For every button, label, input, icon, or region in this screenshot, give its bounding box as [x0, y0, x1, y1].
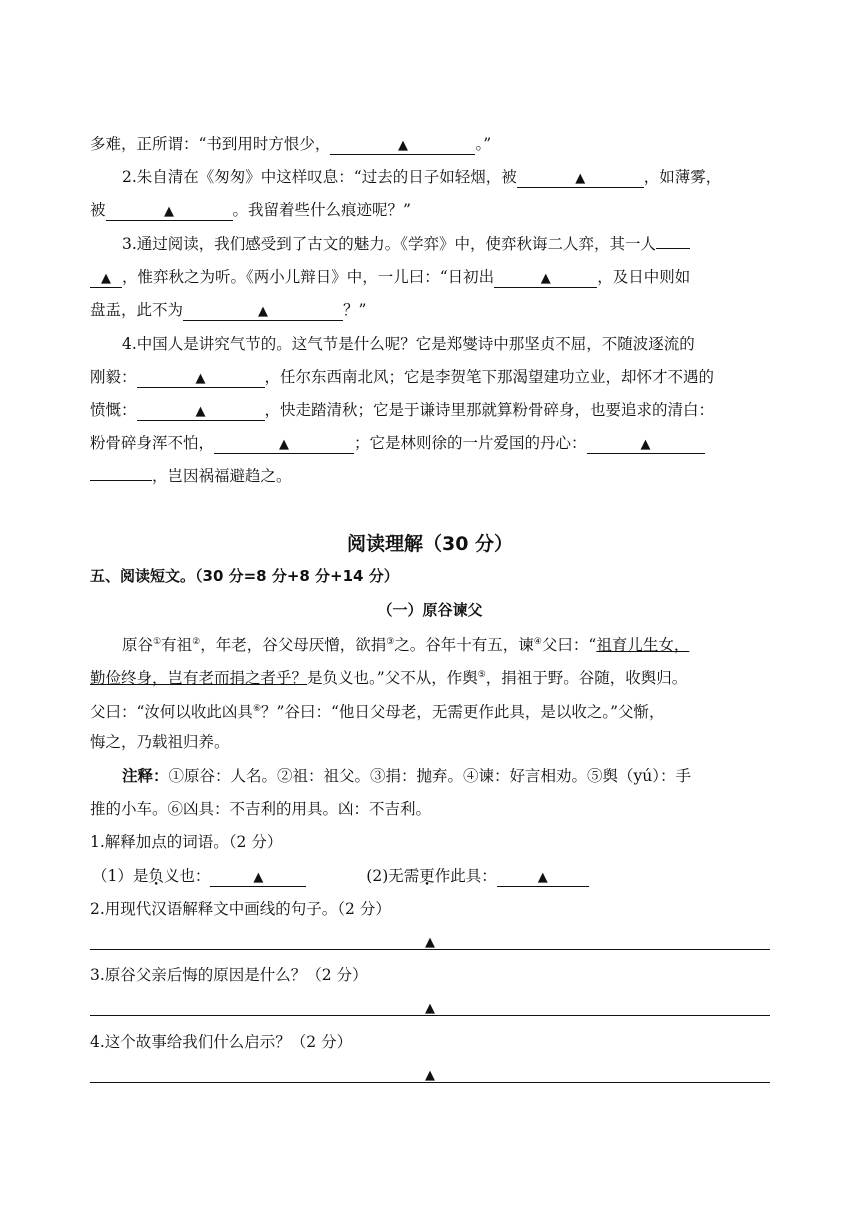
- footnote-mark: ⑥: [252, 704, 262, 714]
- answer-blank[interactable]: ▲: [137, 369, 265, 388]
- question-2: 2.用现代汉语解释文中画线的句子。（2 分）: [90, 900, 391, 918]
- poem-line-1: [90, 134, 770, 155]
- answer-blank[interactable]: ▲: [494, 269, 597, 288]
- answer-blank[interactable]: ▲: [90, 269, 122, 288]
- q2-line-2: [90, 200, 770, 221]
- footnote-mark: ③: [386, 637, 395, 647]
- answer-blank[interactable]: [656, 248, 690, 249]
- text: ，捐祖于野。谷随，收舆归。: [485, 669, 688, 688]
- passage-line-2: [90, 665, 770, 688]
- notes-line-1: [122, 766, 770, 786]
- text: ，惟弈秋之为听。《两小儿辩日》中，一儿曰：“日初出: [122, 268, 495, 286]
- answer-blank[interactable]: ▲: [210, 868, 306, 887]
- answer-blank[interactable]: ▲: [106, 202, 233, 221]
- passage-line-4: 悔之，乃载祖归养。: [90, 733, 230, 751]
- notes-line-2: 推的小车。⑥凶具：不吉利的用具。凶：不吉利。: [90, 800, 432, 818]
- text: 刚毅：: [90, 368, 137, 386]
- answer-blank[interactable]: ▲: [330, 136, 475, 155]
- notes-label: 注释：: [122, 767, 169, 785]
- question-3: 3.原谷父亲后悔的原因是什么？（2 分）: [90, 966, 368, 984]
- text: 愤慨：: [90, 401, 137, 419]
- text: 义也：: [163, 867, 211, 885]
- text: 粉骨碎身浑不怕，: [90, 434, 215, 452]
- text: 之。谷年十有五，谏: [394, 636, 534, 655]
- q4-line-1: [122, 334, 770, 354]
- text: 。我留着些什么痕迹呢？”: [232, 201, 411, 219]
- answer-blank[interactable]: ▲: [183, 302, 343, 321]
- text: 3.通过阅读，我们感受到了古文的魅力。《学弈》中，使弈秋诲二人弈，其一人: [122, 235, 657, 253]
- question-1-parts: [92, 866, 772, 887]
- text: 被: [90, 201, 106, 219]
- q2-line-1: [122, 167, 770, 188]
- text: ，及日中则如: [597, 268, 691, 286]
- q3-line-2: [90, 267, 770, 288]
- answer-line-4[interactable]: ▲: [90, 1062, 770, 1083]
- q3-line-1: [122, 234, 770, 254]
- footnote-mark: ①: [153, 637, 162, 647]
- dotted-word: 负: [148, 867, 164, 885]
- answer-line-3[interactable]: ▲: [90, 995, 770, 1016]
- text: 多难，正所谓：“书到用时方恨少，: [90, 135, 331, 153]
- text: 作此具：: [434, 867, 497, 885]
- text: 2.朱自清在《匆匆》中这样叹息：“过去的日子如轻烟，被: [122, 168, 517, 186]
- answer-line-2[interactable]: ▲: [90, 929, 770, 950]
- q4-line-3: [90, 400, 770, 421]
- text: 有祖: [161, 636, 193, 655]
- passage-line-3: [90, 699, 770, 722]
- text: (2)无需: [366, 867, 420, 885]
- text: ？”谷曰：“他日父母老，无需更作此具，是以收之。”父惭，: [261, 703, 665, 722]
- text: ；它是林则徐的一片爱国的丹心：: [354, 434, 587, 452]
- section-heading: 五、阅读短文。（30 分=8 分+8 分+14 分）: [90, 567, 399, 585]
- q4-line-4: [90, 433, 770, 454]
- answer-blank[interactable]: ▲: [497, 868, 589, 887]
- text: 是负义也。”父不从，作舆: [307, 669, 478, 688]
- text: 。”: [475, 135, 492, 153]
- text: 原谷: [122, 636, 154, 655]
- answer-blank[interactable]: [90, 480, 152, 481]
- text: 父曰：“: [541, 636, 597, 655]
- q4-line-2: [90, 367, 770, 388]
- answer-blank[interactable]: ▲: [517, 169, 644, 188]
- passage-title: （一）原谷谏父: [377, 601, 483, 619]
- text: ，岂因祸福避趋之。: [152, 467, 292, 485]
- question-1: 1.解释加点的词语。（2 分）: [90, 833, 283, 851]
- underlined-sentence: 勤俭终身，岂有老而捐之者乎？: [90, 669, 308, 688]
- text: 父曰：“汝何以收此凶具: [90, 703, 253, 722]
- dotted-word: 更: [419, 867, 435, 885]
- text: ①原谷：人名。②祖：祖父。③捐：抛弃。④谏：好言相劝。⑤舆（yú）：手: [168, 767, 692, 785]
- footnote-mark: ④: [533, 637, 542, 647]
- answer-blank[interactable]: ▲: [587, 435, 705, 454]
- text: ，快走踏清秋；它是于谦诗里那就算粉骨碎身，也要追求的清白：: [264, 401, 715, 419]
- q4-line-5: [90, 466, 770, 486]
- footnote-mark: ⑤: [477, 670, 486, 680]
- text: ，如薄雾，: [643, 168, 722, 186]
- text: ，年老，谷父母厌憎，欲捐: [200, 636, 387, 655]
- question-4: 4.这个故事给我们什么启示？（2 分）: [90, 1033, 353, 1051]
- text: ，任尔东西南北风；它是李贺笔下那渴望建功立业，却怀才不遇的: [264, 368, 715, 386]
- text: 4.中国人是讲究气节的。这气节是什么呢？它是郑燮诗中那坚贞不屈，不随波逐流的: [122, 335, 695, 353]
- text: （1）是: [92, 867, 149, 885]
- footnote-mark: ②: [192, 637, 201, 647]
- passage-line-1: [122, 632, 770, 655]
- answer-blank[interactable]: ▲: [137, 402, 265, 421]
- underlined-sentence: 祖育儿生女，: [596, 636, 690, 655]
- text: ？”: [343, 301, 367, 319]
- q3-line-3: [90, 300, 770, 321]
- answer-blank[interactable]: ▲: [214, 435, 354, 454]
- text: 盘盂，此不为: [90, 301, 184, 319]
- section-title: 阅读理解（30 分）: [346, 533, 514, 555]
